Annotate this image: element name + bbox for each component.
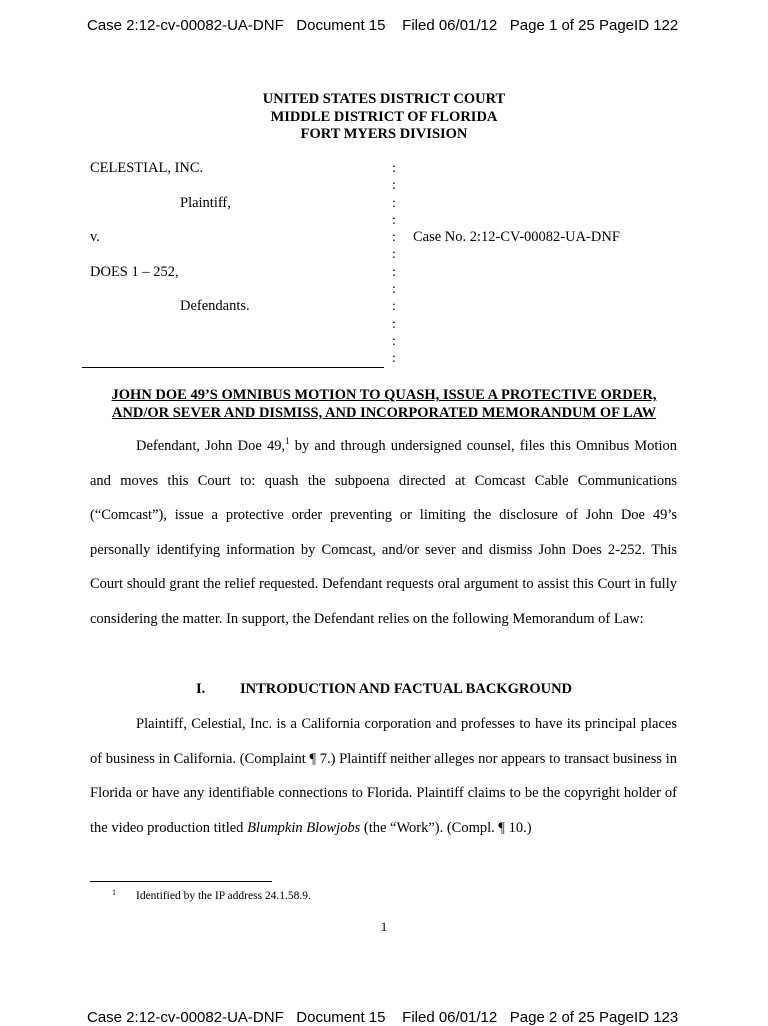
background-text-1: Plaintiff, Celestial, Inc. is a California corporation and professes to have its principal places of business in California. (Complaint ¶ 7.) Plaintiff neither alleges nor appears to transact business in Florida or have any identifiable connections to Florida. Plaintiff claims to be the copyright holder of the video production titled: [90, 716, 677, 836]
plaintiff-role: Plaintiff,: [180, 195, 231, 211]
header-document: Document 15: [296, 17, 386, 34]
section-heading: [0, 681, 768, 698]
caption-colons: : : : : : : : : : : : :: [392, 161, 396, 367]
court-name: [0, 91, 768, 144]
work-title: Blumpkin Blowjobs: [247, 819, 361, 836]
page-number: 1: [380, 919, 388, 934]
versus: v.: [90, 229, 100, 245]
intro-lead: Defendant, John Doe 49,: [136, 438, 286, 454]
motion-title-line-1: JOHN DOE 49’S OMNIBUS MOTION TO QUASH, ISSUE A PROTECTIVE ORDER,: [111, 387, 657, 403]
next-page-header: [87, 1009, 678, 1026]
header-filed: Filed 06/01/12: [402, 17, 498, 34]
motion-title-line-2: AND/OR SEVER AND DISMISS, AND INCORPORATED MEMORANDUM OF LAW: [111, 404, 657, 421]
intro-text: by and through undersigned counsel, files this Omnibus Motion and moves this Court to: quash the subpoena directed at Comcast Cable Communications (“Comcast”), issue a protective order preventing or limiting the disclosure of John Doe 49’s personally identifying information by Comcast, and/or sever and dismiss John Does 2-252. This Court should grant the relief requested. Defendant requests oral argument to assist this Court in fully considering the matter. In support, the Defendant relies on the following Memorandum of Law:: [90, 438, 677, 627]
next-header-page: Page 2 of 25 PageID 123: [509, 1009, 679, 1026]
background-paragraph: [90, 707, 677, 845]
next-header-document: Document 15: [296, 1009, 386, 1026]
footnote-mark: 1: [112, 888, 116, 897]
court-line-2: MIDDLE DISTRICT OF FLORIDA: [270, 108, 498, 125]
court-line-3: FORT MYERS DIVISION: [300, 126, 468, 142]
plaintiff-name: CELESTIAL, INC.: [90, 160, 204, 176]
defendants-name: DOES 1 – 252,: [90, 264, 179, 280]
next-header-case: Case 2:12-cv-00082-UA-DNF: [87, 1009, 284, 1026]
footnote-ref: 1: [285, 436, 290, 446]
defendants-role: Defendants.: [180, 298, 250, 314]
caption-rule: [82, 367, 384, 368]
section-title: INTRODUCTION AND FACTUAL BACKGROUND: [239, 681, 573, 697]
court-line-1: UNITED STATES DISTRICT COURT: [262, 91, 506, 107]
header-page: Page 1 of 25 PageID 122: [509, 17, 679, 34]
footnote-rule: [90, 881, 272, 882]
footnote-text: Identified by the IP address 24.1.58.9.: [136, 890, 311, 902]
header-case: Case 2:12-cv-00082-UA-DNF: [87, 17, 284, 34]
motion-title: [96, 387, 672, 422]
case-number: Case No. 2:12-CV-00082-UA-DNF: [413, 229, 620, 245]
footnote: [112, 888, 311, 902]
background-text-2: (the “Work”). (Compl. ¶ 10.): [360, 819, 532, 836]
section-number: I.: [195, 681, 206, 697]
ecf-header: [87, 17, 678, 34]
intro-paragraph: [90, 429, 677, 637]
next-header-filed: Filed 06/01/12: [402, 1009, 498, 1026]
